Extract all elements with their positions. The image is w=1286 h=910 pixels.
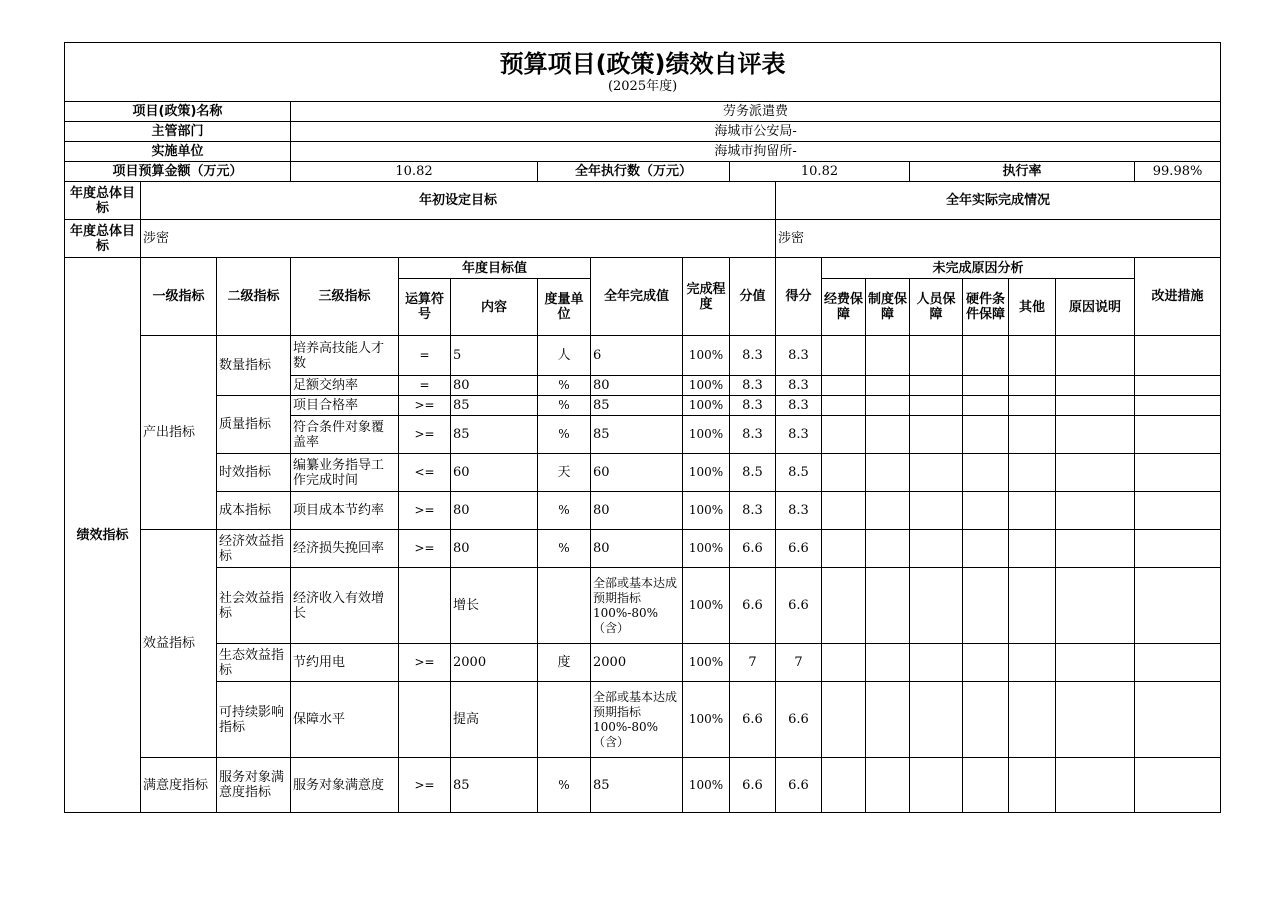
- reason-staff-cell: [910, 336, 963, 376]
- improvement-cell: [1135, 454, 1221, 492]
- reason-hardware-cell: [963, 492, 1009, 530]
- value-cell: 7: [730, 644, 776, 682]
- reason-staff-cell: [910, 416, 963, 454]
- completion-header: 完成程度: [683, 258, 730, 336]
- reason-note-cell: [1056, 530, 1135, 568]
- score-cell: 8.3: [776, 492, 822, 530]
- level3-cell: 项目成本节约率: [291, 492, 399, 530]
- improvement-cell: [1135, 336, 1221, 376]
- content-cell: 2000: [451, 644, 538, 682]
- budget-value: 10.82: [291, 162, 538, 182]
- actual-cell: 60: [591, 454, 683, 492]
- reason-other-cell: [1009, 644, 1056, 682]
- content-cell: 80: [451, 530, 538, 568]
- actual-cell: 85: [591, 758, 683, 813]
- operator-cell: >=: [399, 492, 451, 530]
- reason-system-cell: [866, 336, 910, 376]
- reason-note-cell: [1056, 396, 1135, 416]
- completion-cell: 100%: [683, 454, 730, 492]
- reason-staff-cell: [910, 682, 963, 758]
- level1-header: 一级指标: [141, 258, 217, 336]
- content-cell: 60: [451, 454, 538, 492]
- improvement-header: 改进措施: [1135, 258, 1221, 336]
- reason-note-cell: [1056, 376, 1135, 396]
- level2-time: 时效指标: [217, 454, 291, 492]
- reason-system-cell: [866, 396, 910, 416]
- score-cell: 8.3: [776, 336, 822, 376]
- level3-header: 三级指标: [291, 258, 399, 336]
- reason-other-cell: [1009, 682, 1056, 758]
- reason-other-cell: [1009, 336, 1056, 376]
- actual-cell: 6: [591, 336, 683, 376]
- improvement-cell: [1135, 416, 1221, 454]
- rate-value: 99.98%: [1135, 162, 1221, 182]
- reason-hardware-cell: [963, 396, 1009, 416]
- improvement-cell: [1135, 758, 1221, 813]
- level2-eco: 生态效益指标: [217, 644, 291, 682]
- reason-funds-cell: [822, 758, 866, 813]
- operator-cell: [399, 568, 451, 644]
- unit-cell: %: [538, 492, 591, 530]
- reason-system-cell: [866, 530, 910, 568]
- unit-cell: 度: [538, 644, 591, 682]
- reason-system-header: 制度保障: [866, 279, 910, 336]
- annual-goal-label-2: 年度总体目标: [65, 220, 141, 258]
- value-cell: 8.3: [730, 416, 776, 454]
- reason-staff-header: 人员保障: [910, 279, 963, 336]
- reason-staff-cell: [910, 396, 963, 416]
- content-cell: 提高: [451, 682, 538, 758]
- dept-value: 海城市公安局-: [291, 122, 1221, 142]
- level2-quantity: 数量指标: [217, 336, 291, 396]
- content-cell: 5: [451, 336, 538, 376]
- improvement-cell: [1135, 644, 1221, 682]
- reason-other-cell: [1009, 396, 1056, 416]
- actual-cell: 85: [591, 416, 683, 454]
- content-cell: 85: [451, 416, 538, 454]
- content-cell: 80: [451, 492, 538, 530]
- reason-hardware-cell: [963, 758, 1009, 813]
- reason-hardware-cell: [963, 644, 1009, 682]
- score-cell: 6.6: [776, 758, 822, 813]
- unit-value: 海城市拘留所-: [291, 142, 1221, 162]
- level2-sustain: 可持续影响指标: [217, 682, 291, 758]
- table-row: [65, 454, 1221, 492]
- reason-funds-cell: [822, 644, 866, 682]
- completion-cell: 100%: [683, 416, 730, 454]
- reason-other-cell: [1009, 568, 1056, 644]
- level3-cell: 经济损失挽回率: [291, 530, 399, 568]
- table-row: [65, 644, 1221, 682]
- page-subtitle: (2025年度): [607, 79, 678, 94]
- reason-funds-cell: [822, 682, 866, 758]
- reason-hardware-header: 硬件条件保障: [963, 279, 1009, 336]
- actual-cell: 2000: [591, 644, 683, 682]
- operator-cell: [399, 682, 451, 758]
- level2-economic: 经济效益指标: [217, 530, 291, 568]
- actual-completion-header: 全年实际完成情况: [776, 182, 1221, 220]
- level3-cell: 培养高技能人才数: [291, 336, 399, 376]
- table-row: [65, 758, 1221, 813]
- value-cell: 8.5: [730, 454, 776, 492]
- reason-hardware-cell: [963, 568, 1009, 644]
- value-cell: 6.6: [730, 568, 776, 644]
- reason-hardware-cell: [963, 530, 1009, 568]
- content-cell: 增长: [451, 568, 538, 644]
- level3-cell: 项目合格率: [291, 396, 399, 416]
- title-cell: [65, 43, 1221, 102]
- reason-hardware-cell: [963, 682, 1009, 758]
- completion-cell: 100%: [683, 644, 730, 682]
- reason-system-cell: [866, 416, 910, 454]
- completion-cell: 100%: [683, 492, 730, 530]
- actual-cell: 80: [591, 530, 683, 568]
- reason-system-cell: [866, 376, 910, 396]
- rate-label: 执行率: [910, 162, 1135, 182]
- score-cell: 7: [776, 644, 822, 682]
- operator-cell: >=: [399, 416, 451, 454]
- level2-service: 服务对象满意度指标: [217, 758, 291, 813]
- reason-system-cell: [866, 568, 910, 644]
- value-cell: 8.3: [730, 396, 776, 416]
- reason-note-cell: [1056, 644, 1135, 682]
- table-row: [65, 396, 1221, 416]
- operator-cell: <=: [399, 454, 451, 492]
- level1-output: 产出指标: [141, 336, 217, 530]
- unit-cell: %: [538, 758, 591, 813]
- reason-other-header: 其他: [1009, 279, 1056, 336]
- operator-cell: =: [399, 376, 451, 396]
- reason-staff-cell: [910, 758, 963, 813]
- level2-social: 社会效益指标: [217, 568, 291, 644]
- reason-system-cell: [866, 682, 910, 758]
- reason-hardware-cell: [963, 336, 1009, 376]
- reason-system-cell: [866, 492, 910, 530]
- score-cell: 8.3: [776, 396, 822, 416]
- unit-cell: %: [538, 530, 591, 568]
- reason-funds-cell: [822, 568, 866, 644]
- table-row: [65, 682, 1221, 758]
- table-row: [65, 568, 1221, 644]
- unit-cell: 天: [538, 454, 591, 492]
- table-row: [65, 492, 1221, 530]
- completion-cell: 100%: [683, 336, 730, 376]
- reason-funds-cell: [822, 376, 866, 396]
- reason-note-cell: [1056, 682, 1135, 758]
- exec-value: 10.82: [730, 162, 910, 182]
- reason-note-cell: [1056, 454, 1135, 492]
- unit-cell: 人: [538, 336, 591, 376]
- reason-staff-cell: [910, 492, 963, 530]
- reason-other-cell: [1009, 376, 1056, 396]
- reason-system-cell: [866, 454, 910, 492]
- value-cell: 8.3: [730, 336, 776, 376]
- reason-hardware-cell: [963, 454, 1009, 492]
- actual-cell: 80: [591, 492, 683, 530]
- level3-cell: 保障水平: [291, 682, 399, 758]
- exec-label: 全年执行数（万元）: [538, 162, 730, 182]
- reason-staff-cell: [910, 454, 963, 492]
- actual-cell: 全部或基本达成预期指标100%-80%（含）: [591, 682, 683, 758]
- reason-note-cell: [1056, 758, 1135, 813]
- score-cell: 6.6: [776, 682, 822, 758]
- reason-funds-cell: [822, 530, 866, 568]
- actual-cell: 80: [591, 376, 683, 396]
- reason-staff-cell: [910, 530, 963, 568]
- value-cell: 8.3: [730, 492, 776, 530]
- improvement-cell: [1135, 530, 1221, 568]
- operator-cell: >=: [399, 758, 451, 813]
- reason-funds-cell: [822, 336, 866, 376]
- value-cell: 6.6: [730, 758, 776, 813]
- reason-funds-cell: [822, 454, 866, 492]
- performance-indicator-label: 绩效指标: [65, 258, 141, 813]
- score-cell: 8.5: [776, 454, 822, 492]
- level1-satisfaction: 满意度指标: [141, 758, 217, 813]
- completion-cell: 100%: [683, 376, 730, 396]
- score-value-header: 分值: [730, 258, 776, 336]
- content-cell: 85: [451, 758, 538, 813]
- unit-cell: %: [538, 376, 591, 396]
- completion-cell: 100%: [683, 396, 730, 416]
- completion-cell: 100%: [683, 758, 730, 813]
- reason-system-cell: [866, 758, 910, 813]
- value-cell: 6.6: [730, 530, 776, 568]
- content-cell: 85: [451, 396, 538, 416]
- reason-note-cell: [1056, 336, 1135, 376]
- reason-note-cell: [1056, 568, 1135, 644]
- reason-other-cell: [1009, 758, 1056, 813]
- reason-system-cell: [866, 644, 910, 682]
- actual-completion-value: 涉密: [776, 220, 1221, 258]
- operator-cell: >=: [399, 530, 451, 568]
- reason-funds-header: 经费保障: [822, 279, 866, 336]
- reason-other-cell: [1009, 530, 1056, 568]
- reason-funds-cell: [822, 492, 866, 530]
- self-evaluation-table: [64, 42, 1221, 813]
- table-row: [65, 336, 1221, 376]
- annual-target-header: 年度目标值: [399, 258, 591, 279]
- annual-goal-label-1: 年度总体目标: [65, 182, 141, 220]
- dept-label: 主管部门: [65, 122, 291, 142]
- reason-other-cell: [1009, 416, 1056, 454]
- improvement-cell: [1135, 492, 1221, 530]
- score-cell: 6.6: [776, 530, 822, 568]
- reason-staff-cell: [910, 568, 963, 644]
- level2-quality: 质量指标: [217, 396, 291, 454]
- unit-header: 度量单位: [538, 279, 591, 336]
- operator-cell: >=: [399, 644, 451, 682]
- score-cell: 8.3: [776, 416, 822, 454]
- score-cell: 8.3: [776, 376, 822, 396]
- improvement-cell: [1135, 396, 1221, 416]
- operator-cell: >=: [399, 396, 451, 416]
- budget-label: 项目预算金额（万元）: [65, 162, 291, 182]
- actual-cell: 85: [591, 396, 683, 416]
- level2-cost: 成本指标: [217, 492, 291, 530]
- initial-goal-header: 年初设定目标: [141, 182, 776, 220]
- reason-staff-cell: [910, 644, 963, 682]
- reason-funds-cell: [822, 396, 866, 416]
- reason-hardware-cell: [963, 416, 1009, 454]
- score-cell: 6.6: [776, 568, 822, 644]
- operator-cell: =: [399, 336, 451, 376]
- level3-cell: 节约用电: [291, 644, 399, 682]
- improvement-cell: [1135, 376, 1221, 396]
- level3-cell: 经济收入有效增长: [291, 568, 399, 644]
- reason-other-cell: [1009, 454, 1056, 492]
- value-cell: 8.3: [730, 376, 776, 396]
- reason-hardware-cell: [963, 376, 1009, 396]
- page-title: 预算项目(政策)绩效自评表: [499, 50, 786, 78]
- level1-benefit: 效益指标: [141, 530, 217, 758]
- unit-cell: %: [538, 396, 591, 416]
- level3-cell: 服务对象满意度: [291, 758, 399, 813]
- score-header: 得分: [776, 258, 822, 336]
- unit-cell: [538, 568, 591, 644]
- actual-value-header: 全年完成值: [591, 258, 683, 336]
- level3-cell: 编纂业务指导工作完成时间: [291, 454, 399, 492]
- unit-cell: [538, 682, 591, 758]
- level2-header: 二级指标: [217, 258, 291, 336]
- unit-label: 实施单位: [65, 142, 291, 162]
- completion-cell: 100%: [683, 530, 730, 568]
- level3-cell: 足额交纳率: [291, 376, 399, 396]
- content-cell: 80: [451, 376, 538, 396]
- initial-goal-value: 涉密: [141, 220, 776, 258]
- value-cell: 6.6: [730, 682, 776, 758]
- actual-cell: 全部或基本达成预期指标100%-80%（含）: [591, 568, 683, 644]
- reason-staff-cell: [910, 376, 963, 396]
- project-name-value: 劳务派遣费: [291, 102, 1221, 122]
- improvement-cell: [1135, 682, 1221, 758]
- unit-cell: %: [538, 416, 591, 454]
- operator-header: 运算符号: [399, 279, 451, 336]
- completion-cell: 100%: [683, 568, 730, 644]
- reason-note-cell: [1056, 492, 1135, 530]
- level3-cell: 符合条件对象覆盖率: [291, 416, 399, 454]
- completion-cell: 100%: [683, 682, 730, 758]
- table-row: [65, 530, 1221, 568]
- reason-note-cell: [1056, 416, 1135, 454]
- reason-other-cell: [1009, 492, 1056, 530]
- improvement-cell: [1135, 568, 1221, 644]
- reason-note-header: 原因说明: [1056, 279, 1135, 336]
- content-header: 内容: [451, 279, 538, 336]
- reason-analysis-header: 未完成原因分析: [822, 258, 1135, 279]
- reason-funds-cell: [822, 416, 866, 454]
- project-name-label: 项目(政策)名称: [65, 102, 291, 122]
